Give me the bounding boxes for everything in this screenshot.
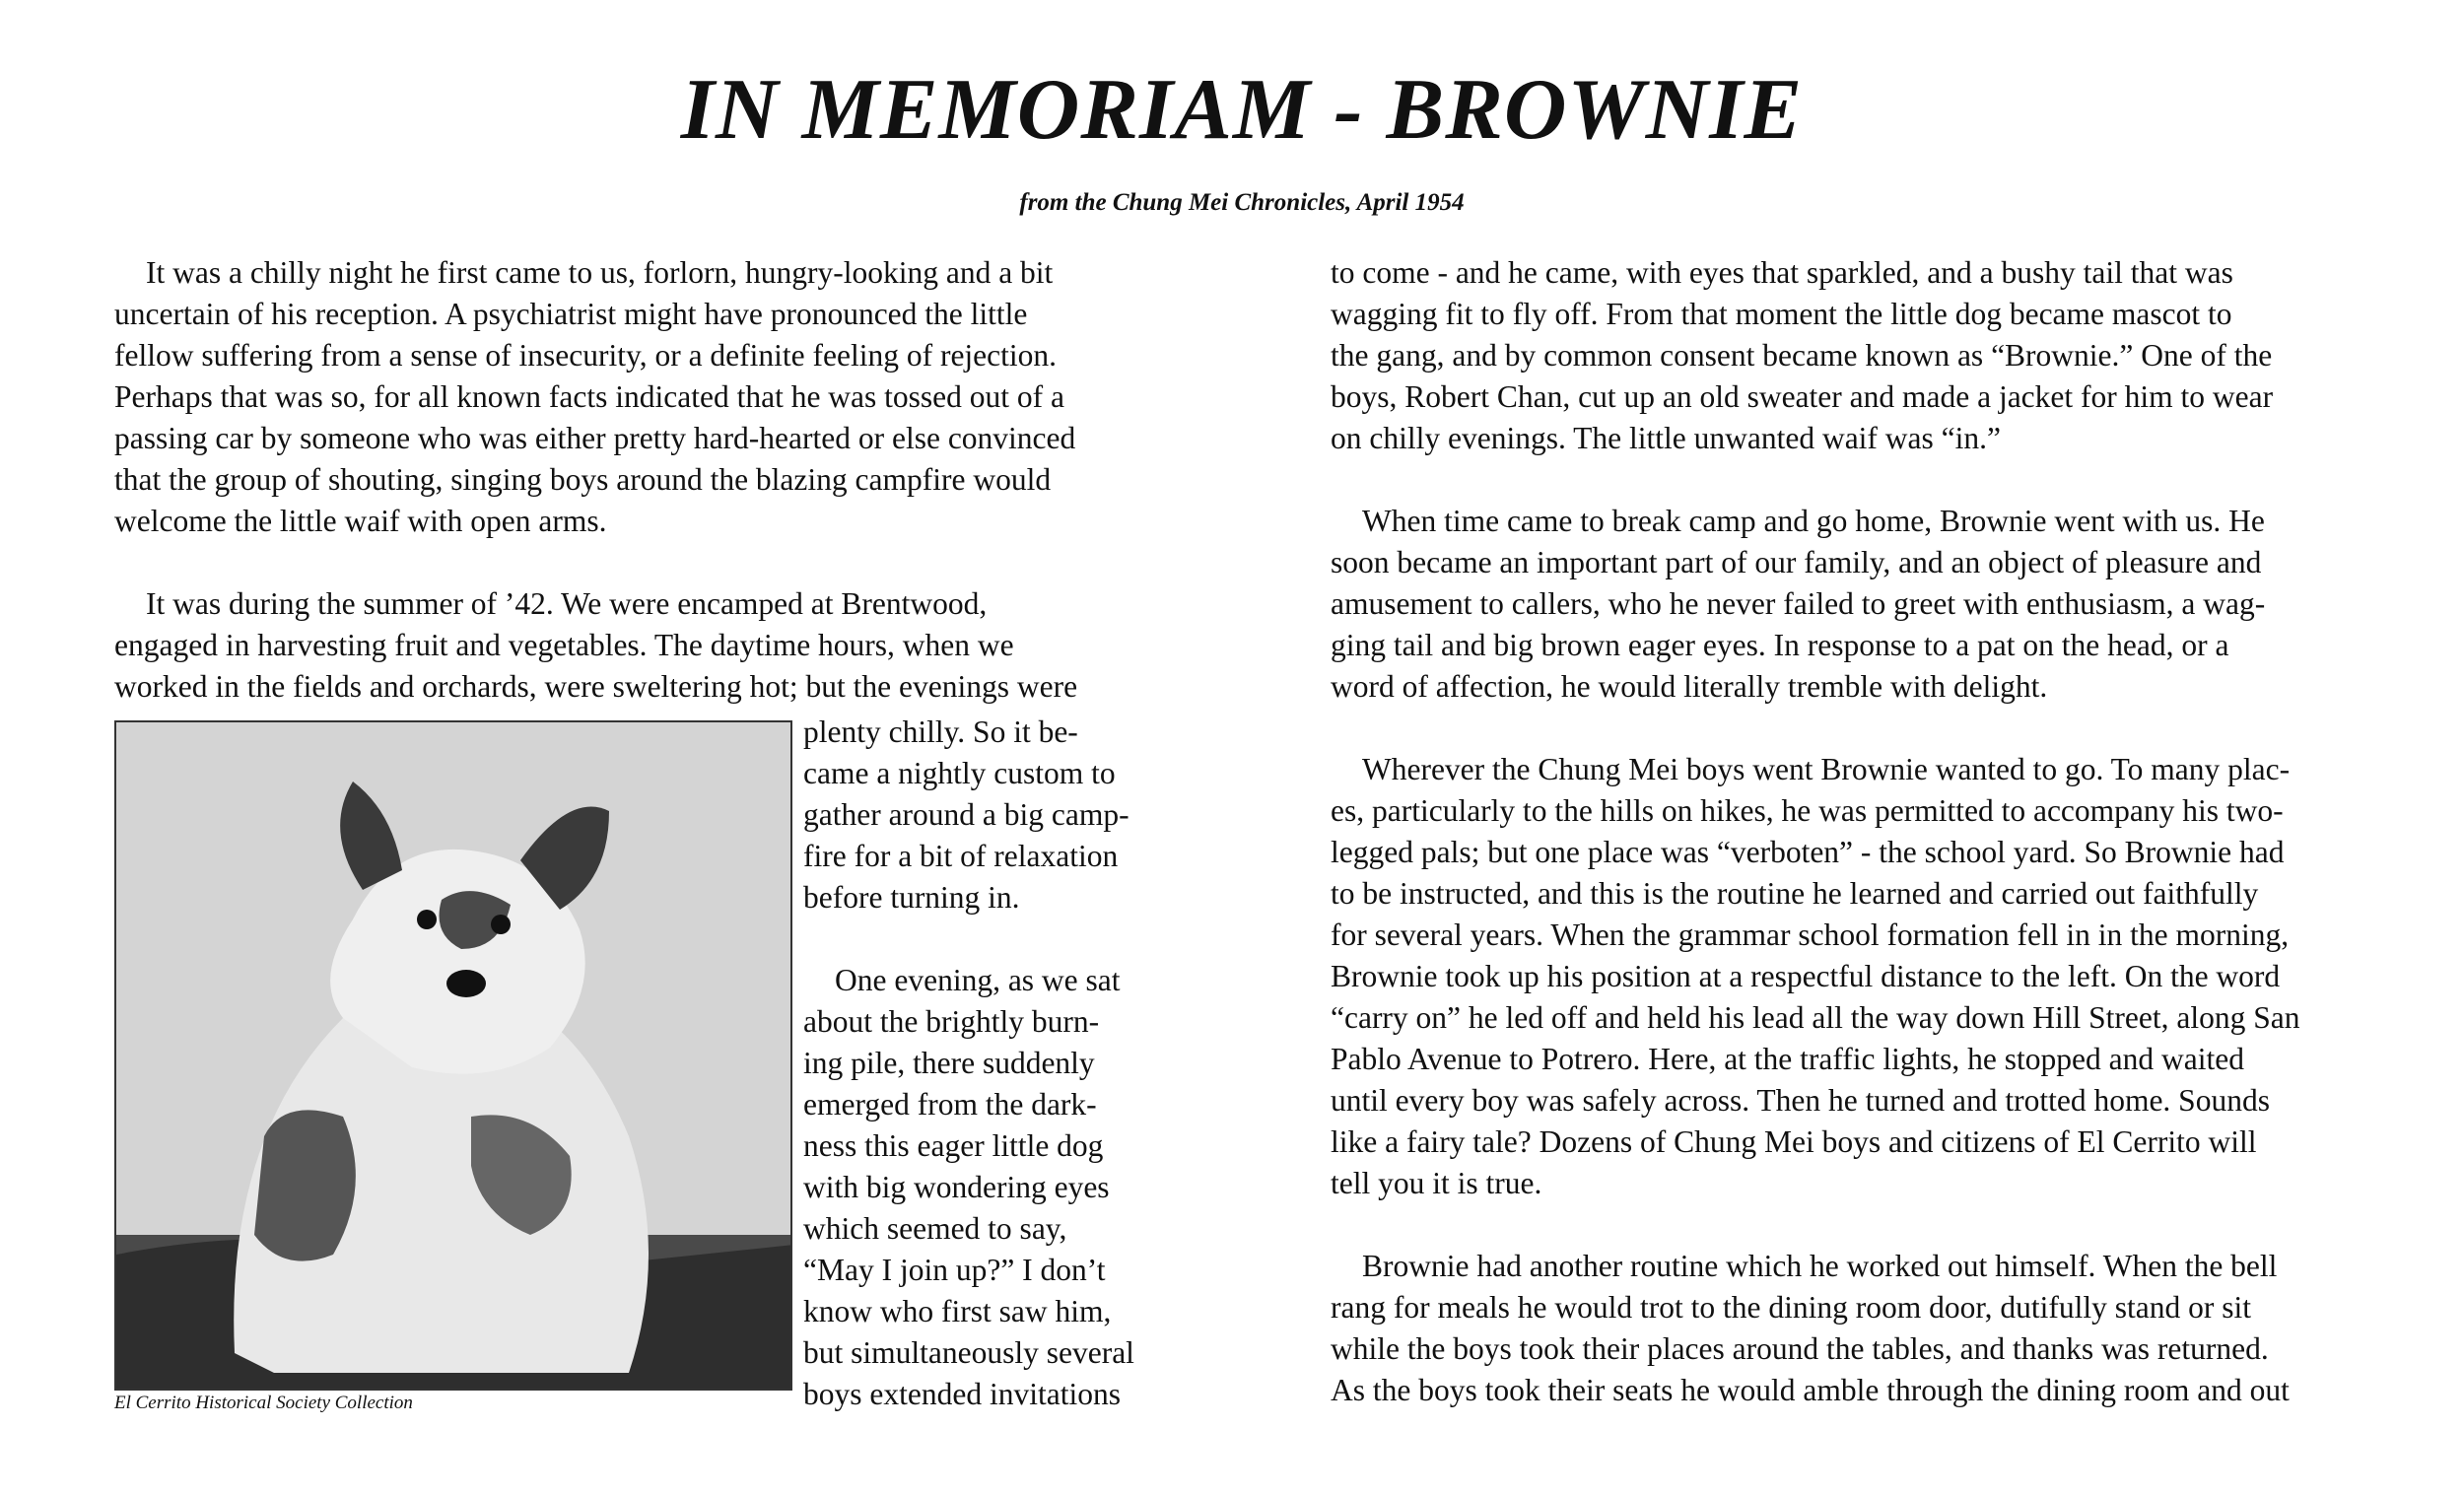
photo-figure bbox=[114, 720, 792, 1414]
text-line: welcome the little waif with open arms. bbox=[114, 504, 607, 538]
text-line: ing pile, there suddenly bbox=[803, 1046, 1095, 1080]
text-line: plenty chilly. So it be- bbox=[803, 714, 1078, 749]
right-column bbox=[1331, 252, 2375, 1411]
text-line: like a fairy tale? Dozens of Chung Mei boys and citizens of El Cerrito will bbox=[1331, 1124, 2257, 1159]
text-line: When time came to break camp and go home, Brownie went with us. He bbox=[1362, 504, 2265, 538]
text-line: soon became an important part of our family, and an object of pleasure and bbox=[1331, 545, 2262, 579]
text-line: came a nightly custom to bbox=[803, 756, 1116, 790]
text-line: before turning in. bbox=[803, 880, 1020, 915]
text-line: ging tail and big brown eager eyes. In response to a pat on the head, or a bbox=[1331, 628, 2229, 662]
text-line: while the boys took their places around the tables, and thanks was returned. bbox=[1331, 1331, 2269, 1366]
text-line: Perhaps that was so, for all known facts indicated that he was tossed out of a bbox=[114, 379, 1065, 414]
text-line: boys, Robert Chan, cut up an old sweater and made a jacket for him to wear bbox=[1331, 379, 2274, 414]
text-line: emerged from the dark- bbox=[803, 1087, 1097, 1122]
text-line: on chilly evenings. The little unwanted waif was “in.” bbox=[1331, 421, 2001, 455]
text-line: It was a chilly night he first came to us, forlorn, hungry-looking and a bit bbox=[146, 255, 1054, 290]
photo-caption: El Cerrito Historical Society Collection bbox=[114, 1393, 413, 1413]
wrapped-text-column bbox=[803, 712, 1158, 1457]
paragraph-2 bbox=[114, 583, 1159, 708]
text-line: passing car by someone who was either pretty hard-hearted or else convinced bbox=[114, 421, 1076, 455]
text-line: which seemed to say, bbox=[803, 1211, 1067, 1246]
text-line: ness this eager little dog bbox=[803, 1128, 1104, 1163]
text-line: amusement to callers, who he never failed to greet with enthusiasm, a wag- bbox=[1331, 586, 2266, 621]
text-line: es, particularly to the hills on hikes, he was permitted to accompany his two- bbox=[1331, 793, 2284, 828]
text-line: gather around a big camp- bbox=[803, 797, 1129, 832]
paragraph-1 bbox=[114, 252, 1159, 542]
paragraph-3 bbox=[803, 960, 1158, 1415]
text-line: It was during the summer of ’42. We were encamped at Brentwood, bbox=[146, 586, 988, 621]
dog-photo bbox=[114, 720, 792, 1391]
text-line: to come - and he came, with eyes that sparkled, and a bushy tail that was bbox=[1331, 255, 2233, 290]
text-line: Pablo Avenue to Potrero. Here, at the traffic lights, he stopped and waited bbox=[1331, 1042, 2244, 1076]
text-line: know who first saw him, bbox=[803, 1294, 1112, 1328]
page-title: IN MEMORIAM - BROWNIE bbox=[680, 62, 1804, 158]
text-line: Brownie had another routine which he worked out himself. When the bell bbox=[1362, 1249, 2278, 1283]
text-line: fellow suffering from a sense of insecurity, or a definite feeling of rejection. bbox=[114, 338, 1058, 373]
text-line: with big wondering eyes bbox=[803, 1170, 1110, 1204]
text-line: fire for a bit of relaxation bbox=[803, 839, 1119, 873]
left-column bbox=[114, 252, 1159, 708]
text-line: wagging fit to fly off. From that moment the little dog became mascot to bbox=[1331, 297, 2232, 331]
text-line: rang for meals he would trot to the dining room door, dutifully stand or sit bbox=[1331, 1290, 2251, 1325]
text-line: to be instructed, and this is the routine he learned and carried out faithfully bbox=[1331, 876, 2259, 911]
text-line: As the boys took their seats he would amble through the dining room and out bbox=[1331, 1373, 2290, 1407]
paragraph-6 bbox=[1331, 749, 2375, 1204]
text-line: until every boy was safely across. Then he turned and trotted home. Sounds bbox=[1331, 1083, 2270, 1118]
paragraph-7 bbox=[1331, 1246, 2375, 1411]
text-line: legged pals; but one place was “verboten” - the school yard. So Brownie had bbox=[1331, 835, 2285, 869]
text-line: worked in the fields and orchards, were sweltering hot; but the evenings were bbox=[114, 669, 1078, 704]
paragraph-2-continued bbox=[803, 712, 1158, 918]
text-line: engaged in harvesting fruit and vegetables. The daytime hours, when we bbox=[114, 628, 1014, 662]
paragraph-5 bbox=[1331, 501, 2375, 708]
text-line: Wherever the Chung Mei boys went Brownie wanted to go. To many plac- bbox=[1362, 752, 2291, 786]
text-line: uncertain of his reception. A psychiatrist might have pronounced the little bbox=[114, 297, 1028, 331]
text-line: the gang, and by common consent became known as “Brownie.” One of the bbox=[1331, 338, 2273, 373]
text-line: “carry on” he led off and held his lead all the way down Hill Street, along San bbox=[1331, 1000, 2300, 1035]
text-line: but simultaneously several bbox=[803, 1335, 1134, 1370]
text-line: “May I join up?” I don’t bbox=[803, 1253, 1106, 1287]
text-line: Brownie took up his position at a respectful distance to the left. On the word bbox=[1331, 959, 2281, 993]
dog-illustration bbox=[116, 722, 792, 1391]
page-subtitle: from the Chung Mei Chronicles, April 1954 bbox=[1019, 189, 1465, 216]
text-line: tell you it is true. bbox=[1331, 1166, 1542, 1200]
text-line: for several years. When the grammar school formation fell in in the morning, bbox=[1331, 918, 2290, 952]
text-line: word of affection, he would literally tremble with delight. bbox=[1331, 669, 2048, 704]
text-line: about the brightly burn- bbox=[803, 1004, 1100, 1039]
paragraph-4 bbox=[1331, 252, 2375, 459]
text-line: One evening, as we sat bbox=[835, 963, 1121, 997]
text-line: that the group of shouting, singing boys around the blazing campfire would bbox=[114, 462, 1052, 497]
text-line: boys extended invitations bbox=[803, 1377, 1121, 1411]
